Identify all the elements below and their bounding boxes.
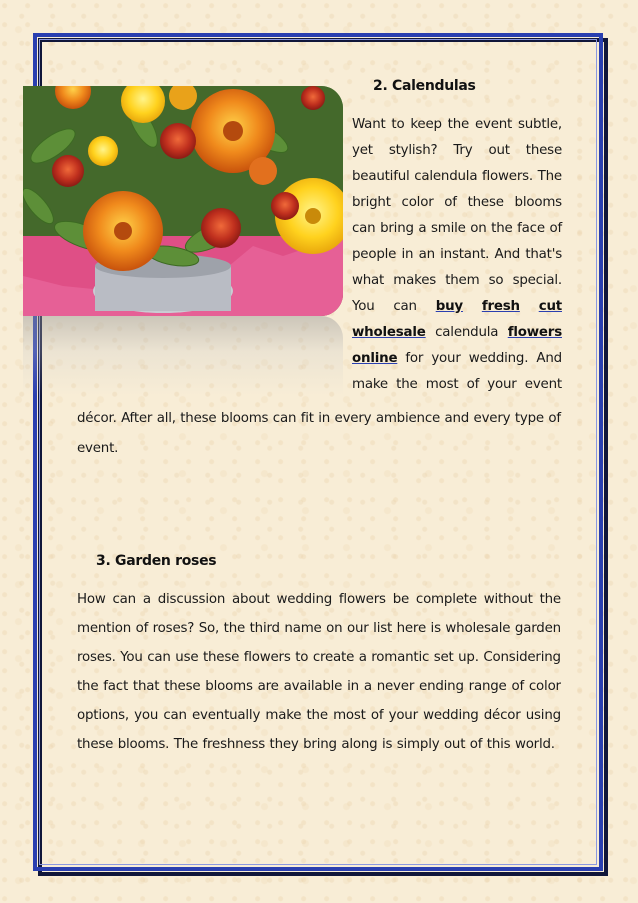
- word: bright: [352, 195, 391, 210]
- word: flowers: [243, 650, 291, 665]
- word: smile: [430, 221, 466, 236]
- text-line: [352, 246, 562, 263]
- word: what: [352, 273, 385, 288]
- text-line: [352, 324, 562, 341]
- word: blooms.: [117, 737, 170, 752]
- word: keep: [410, 117, 442, 132]
- word: ambience: [375, 411, 441, 426]
- word: makes: [393, 273, 437, 288]
- word: world.: [514, 737, 555, 752]
- word: about: [232, 592, 270, 607]
- buy-fresh-cut-link[interactable]: fresh: [481, 299, 520, 314]
- word: a: [418, 221, 427, 236]
- word: every: [473, 411, 511, 426]
- word: can: [147, 650, 171, 665]
- word: the: [223, 621, 246, 636]
- word: instant.: [440, 247, 490, 262]
- word: can: [352, 221, 376, 236]
- text-line: [77, 649, 561, 666]
- word: for: [405, 351, 424, 366]
- word: most: [425, 377, 459, 392]
- word: are: [257, 679, 279, 694]
- word: face: [517, 221, 545, 236]
- word: your: [388, 708, 418, 723]
- text-line: [77, 591, 561, 608]
- word: discussion: [157, 592, 226, 607]
- word: fit: [300, 411, 314, 426]
- word: of: [135, 621, 149, 636]
- text-line: [352, 298, 562, 315]
- word: bring: [303, 737, 337, 752]
- word: these: [164, 679, 201, 694]
- word: in: [318, 411, 331, 426]
- word: mention: [77, 621, 132, 636]
- word: options,: [77, 708, 129, 723]
- word: these: [180, 411, 217, 426]
- word: an: [418, 247, 435, 262]
- word: all,: [156, 411, 176, 426]
- word: calendula: [435, 325, 499, 340]
- word: a: [363, 679, 372, 694]
- text-line: [352, 220, 562, 237]
- word: And: [494, 247, 521, 262]
- word: The: [173, 737, 198, 752]
- word: And: [536, 351, 562, 366]
- word: and: [444, 411, 470, 426]
- word: is: [381, 737, 393, 752]
- word: How: [77, 592, 106, 607]
- text-line: [352, 194, 562, 211]
- word: wedding: [423, 708, 479, 723]
- word: in: [347, 679, 359, 694]
- text-line: [77, 410, 561, 427]
- word: every: [334, 411, 372, 426]
- word: subtle,: [517, 117, 562, 132]
- word: along: [341, 737, 378, 752]
- word: So,: [198, 621, 220, 636]
- word: After: [121, 411, 153, 426]
- text-line: [352, 376, 562, 393]
- image-reflection: [23, 316, 343, 396]
- word: of: [444, 195, 457, 210]
- text-line: [352, 350, 562, 367]
- word: Considering: [483, 650, 561, 665]
- word: these: [467, 195, 504, 210]
- text-line: [77, 620, 561, 637]
- word: of: [466, 377, 480, 392]
- word: blooms: [514, 195, 562, 210]
- word: beautiful: [352, 169, 410, 184]
- calendula-flowers-image: [23, 86, 343, 316]
- word: can: [272, 411, 297, 426]
- word: calendula: [414, 169, 478, 184]
- word: of: [469, 737, 483, 752]
- text-line: [77, 707, 561, 724]
- word: can: [112, 592, 136, 607]
- word: without: [483, 592, 533, 607]
- word: set: [433, 650, 454, 665]
- word: range: [468, 679, 507, 694]
- text-line: [77, 440, 561, 457]
- word: out: [488, 143, 510, 158]
- word: fact: [103, 679, 129, 694]
- calendula-flowers-illustration: [23, 86, 343, 316]
- word: to: [391, 117, 405, 132]
- text-line: [77, 678, 561, 695]
- word: blooms: [220, 411, 269, 426]
- word: make: [265, 708, 302, 723]
- word: color: [401, 195, 434, 210]
- word: the: [447, 117, 470, 132]
- word: flowers.: [482, 169, 533, 184]
- section-heading-garden-roses: 3. Garden roses: [96, 553, 217, 569]
- flowers-online-link[interactable]: flowers: [507, 325, 562, 340]
- word: You: [120, 650, 143, 665]
- word: list: [373, 621, 393, 636]
- word: special.: [512, 273, 562, 288]
- word: name: [284, 621, 322, 636]
- word: the: [77, 679, 99, 694]
- word: so: [488, 273, 504, 288]
- word: Want: [352, 117, 386, 132]
- word: most: [333, 708, 366, 723]
- word: wedding: [276, 592, 333, 607]
- word: can: [163, 708, 187, 723]
- word: your: [431, 351, 461, 366]
- word: on: [470, 221, 487, 236]
- word: them: [445, 273, 480, 288]
- flowers-online-link[interactable]: online: [352, 351, 398, 366]
- word: here: [396, 621, 426, 636]
- word: event: [524, 377, 562, 392]
- text-line: [352, 142, 562, 159]
- word: of: [549, 221, 562, 236]
- word: ending: [419, 679, 464, 694]
- word: complete: [415, 592, 477, 607]
- buy-fresh-cut-link[interactable]: cut: [538, 299, 562, 314]
- word: the: [491, 221, 513, 236]
- word: garden: [514, 621, 561, 636]
- word: You: [352, 299, 375, 314]
- word: that's: [525, 247, 562, 262]
- word: the: [306, 708, 328, 723]
- word: never: [376, 679, 415, 694]
- word: The: [537, 169, 562, 184]
- word: Try: [453, 143, 473, 158]
- section-heading-calendulas: 2. Calendulas: [373, 78, 476, 94]
- word: romantic: [371, 650, 430, 665]
- word: blooms: [205, 679, 253, 694]
- word: a: [358, 650, 367, 665]
- word: stylish?: [388, 143, 438, 158]
- word: is: [430, 621, 441, 636]
- word: these: [202, 650, 240, 665]
- word: that: [132, 679, 160, 694]
- word: use: [175, 650, 199, 665]
- word: up.: [458, 650, 479, 665]
- word: your: [487, 377, 517, 392]
- word: can: [393, 299, 417, 314]
- word: people: [352, 247, 397, 262]
- text-line: [352, 116, 562, 133]
- word: they: [269, 737, 299, 752]
- text-line: [352, 272, 562, 289]
- word: freshness: [202, 737, 266, 752]
- word: color: [528, 679, 561, 694]
- word: roses?: [152, 621, 195, 636]
- word: create: [312, 650, 355, 665]
- word: this: [486, 737, 511, 752]
- word: bring: [380, 221, 414, 236]
- word: in: [401, 247, 414, 262]
- word: third: [249, 621, 280, 636]
- wholesale-link[interactable]: wholesale: [352, 325, 426, 340]
- text-line: [77, 736, 561, 753]
- word: to: [295, 650, 309, 665]
- word: of: [370, 708, 384, 723]
- word: of: [548, 411, 561, 426]
- word: using: [525, 708, 561, 723]
- word: our: [347, 621, 369, 636]
- word: these: [77, 737, 114, 752]
- word: the: [539, 592, 561, 607]
- word: out: [443, 737, 466, 752]
- word: eventually: [191, 708, 261, 723]
- word: these: [525, 143, 562, 158]
- word: the: [396, 377, 418, 392]
- word: be: [392, 592, 410, 607]
- word: roses.: [77, 650, 116, 665]
- word: type: [514, 411, 544, 426]
- word: of: [511, 679, 524, 694]
- word: wedding.: [468, 351, 529, 366]
- word: make: [352, 377, 388, 392]
- word: flowers: [338, 592, 386, 607]
- word: you: [134, 708, 159, 723]
- word: a: [142, 592, 151, 607]
- word: yet: [352, 143, 373, 158]
- word: event.: [77, 441, 119, 456]
- text-line: [352, 168, 562, 185]
- word: décor.: [77, 411, 117, 426]
- word: on: [326, 621, 343, 636]
- word: event: [474, 117, 513, 132]
- word: wholesale: [445, 621, 511, 636]
- word: simply: [396, 737, 440, 752]
- word: décor: [483, 708, 521, 723]
- buy-fresh-cut-link[interactable]: buy: [435, 299, 463, 314]
- word: available: [283, 679, 343, 694]
